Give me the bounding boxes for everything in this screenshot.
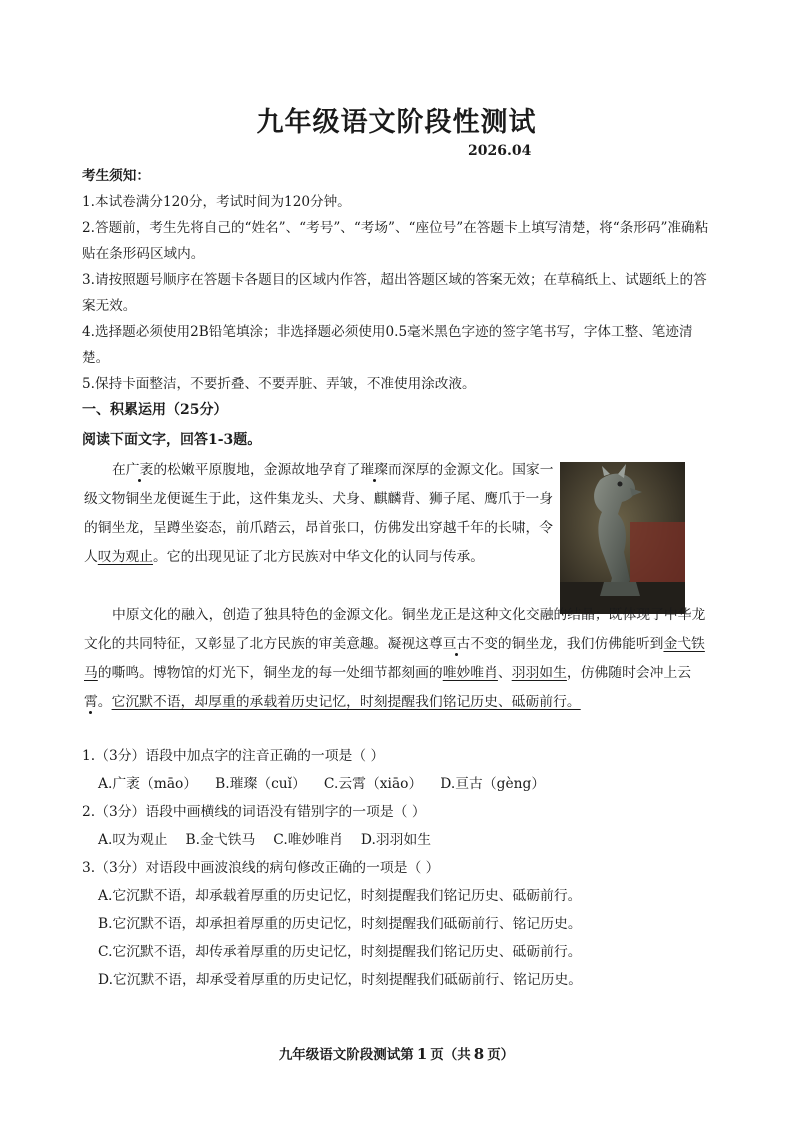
footer-page-number: 1: [416, 1045, 428, 1063]
passage-paragraph-2: [84, 601, 710, 717]
passage-text: 而深厚的金源文化。国家一级文物铜坐龙便诞生于此，这件集龙头、犬身、麒麟背、狮子尾、鹰爪于一身的铜坐龙，呈蹲坐姿态，前爪踏云，昂首张口，仿佛发出穿越千年的长啸，令人: [84, 462, 554, 565]
question-options: [82, 826, 722, 854]
underlined-word: 羽羽如生: [511, 665, 567, 681]
exam-notice: [82, 163, 714, 397]
option: D.它沉默不语，却承受着厚重的历史记忆，时刻提醒我们砥砺前行、铭记历史。: [98, 972, 583, 988]
dotted-word: 亘古: [442, 636, 471, 652]
page-title: 九年级语文阶段性测试: [256, 107, 537, 138]
footer-mid: 页（共: [430, 1047, 471, 1063]
option: C.它沉默不语，却传承着厚重的历史记忆，时刻提醒我们铭记历史、砥砺前行。: [98, 944, 582, 960]
passage-text: 的嘶鸣。博物馆的灯光下，铜坐龙的每一处细节都刻画的: [97, 665, 443, 681]
dotted-word: 璀璨: [360, 462, 388, 478]
bronze-dragon-image: [560, 462, 685, 614]
passage-text: 、: [497, 665, 512, 681]
passage-text: ，仿佛随时会冲上云: [566, 665, 692, 681]
footer-suffix: 页）: [487, 1047, 515, 1063]
option: B.金弋铁马: [185, 832, 256, 848]
page-footer: [0, 1043, 793, 1063]
dotted-word: 广袤: [125, 462, 154, 478]
section-prompt: 阅读下面文字，回答1-3题。: [82, 432, 262, 448]
passage-text: 不变的铜坐龙，我们仿佛能听到: [470, 636, 664, 652]
dotted-word: 霄: [84, 694, 98, 710]
passage-text: 。: [97, 694, 112, 710]
question-stem: 2.（3分）语段中画横线的词语没有错别字的一项是（ ）: [82, 804, 426, 820]
footer-total-pages: 8: [473, 1045, 485, 1063]
option: D.亘古（gèng）: [440, 776, 546, 792]
question-options: [82, 770, 722, 798]
notice-item: 2.答题前，考生先将自己的“姓名”、“考号”、“考场”、“座位号”在答题卡上填写清楚，将“条形码”准确粘贴在条形码区域内。: [82, 220, 709, 262]
option: B.璀璨（cuǐ）: [215, 776, 306, 792]
option: C.唯妙唯肖: [273, 832, 343, 848]
notice-item: 3.请按照题号顺序在答题卡各题目的区域内作答，超出答题区域的答案无效；在草稿纸上、试题纸上的答案无效。: [82, 272, 707, 314]
notice-item: 5.保持卡面整洁，不要折叠、不要弄脏、弄皱，不准使用涂改液。: [82, 376, 476, 392]
question-stem: 1.（3分）语段中加点字的注音正确的一项是（ ）: [82, 748, 385, 764]
option: A.叹为观止: [98, 832, 168, 848]
option: C.云霄（xiāo）: [323, 776, 423, 792]
bronze-dragon-photo: [560, 462, 685, 614]
passage-text: 中原文化的融入，创造了独具特色的金源文化。铜坐龙正是这种文化交融的结晶；既体现了中华龙文化的共同特征，又彰显了北方民族的审美意趣。凝视这尊: [84, 607, 706, 652]
question-stem: 3.（3分）对语段中画波浪线的病句修改正确的一项是（ ）: [82, 860, 440, 876]
option: A.它沉默不语，却承载着厚重的历史记忆，时刻提醒我们铭记历史、砥砺前行。: [98, 888, 582, 904]
underlined-word: 叹为观止: [97, 549, 153, 565]
questions-list: [82, 742, 722, 994]
passage-text: 在: [112, 462, 126, 478]
notice-item: 1.本试卷满分120分，考试时间为120分钟。: [82, 194, 351, 210]
option: A.广袤（māo）: [98, 776, 198, 792]
underlined-word: 唯妙唯肖: [442, 665, 498, 681]
exam-date: 2026.04: [468, 143, 532, 159]
passage-paragraph-1: [84, 456, 554, 572]
notice-item: 4.选择题必须使用2B铅笔填涂；非选择题必须使用0.5毫米黑色字迹的签字笔书写，字体工整、笔迹清楚。: [82, 324, 693, 366]
section-title: 一、积累运用（25分）: [82, 402, 228, 418]
footer-prefix: 九年级语文阶段测试第: [278, 1047, 414, 1063]
option: D.羽羽如生: [360, 832, 432, 848]
underlined-word: 金弋铁马: [84, 636, 705, 681]
passage-text: 的松嫩平原腹地，金源故地孕育了: [153, 462, 361, 478]
notice-heading: 考生须知：: [82, 168, 150, 184]
wavy-underlined-sentence: 它沉默不语，却厚重的承载着历史记忆，时刻提醒我们铭记历史、砥砺前行。: [111, 694, 581, 710]
passage-text: 。它的出现见证了北方民族对中华文化的认同与传承。: [152, 549, 485, 565]
option: B.它沉默不语，却承担着厚重的历史记忆，时刻提醒我们砥砺前行、铭记历史。: [98, 916, 582, 932]
